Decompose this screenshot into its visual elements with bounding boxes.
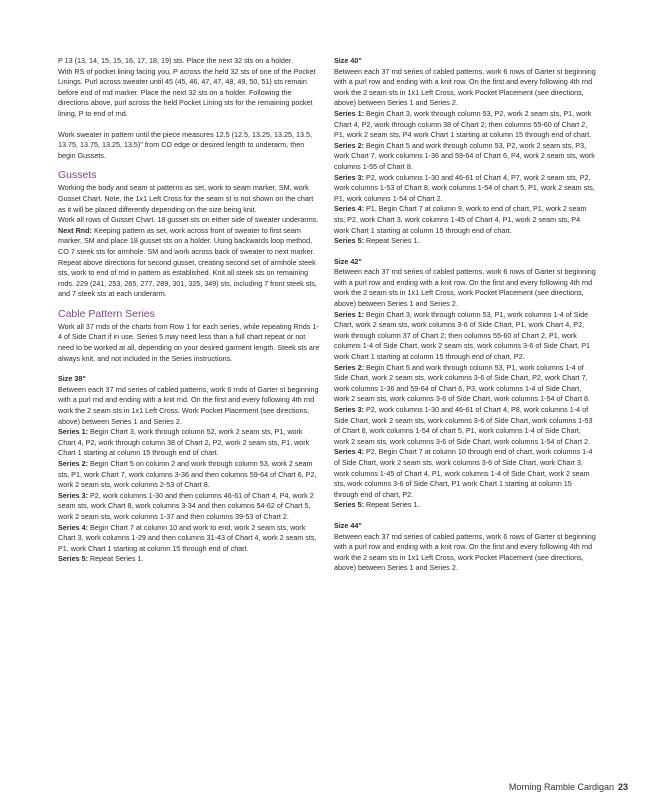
series-label: Series 4: <box>58 522 88 532</box>
series-text: P1, Begin Chart 7 at column 9, work to end of chart, P1, work 2 seam sts, P2, work Chart 3, work columns 1-45 of Chart 4, P1, work 2 seam sts, P4 work Chart 1 starting at column 15 through end of chart. <box>334 204 587 235</box>
series-text: Repeat Series 1. <box>87 554 144 564</box>
series-label: Series 4: <box>334 447 364 457</box>
series-text: Begin Chart 5 on column 2 and work through column 53, work 2 seam sts, P1, work Chart 7, work columns 3-36 and then columns 59-64 of Chart 6, P2, work 2 seam sts, work columns 2-53 of Chart 8. <box>58 459 317 490</box>
series-text: Repeat Series 1. <box>363 236 420 246</box>
series-paragraph <box>58 554 320 565</box>
page-number: 23 <box>617 782 628 792</box>
series-paragraph <box>334 236 596 247</box>
next-rnd-label: Next Rnd: <box>58 225 92 235</box>
paragraph: Work all 37 rnds of the charts from Row 1 for each series, while repeating Rnds 1-4 of Side Chart if in use. Series 5 may need less than a full chart repeat or not need to be worked at all, depending on your desired garment length. Steek sts are always knit, and not included in the Series instructions. <box>58 321 320 363</box>
series-paragraph <box>334 141 596 173</box>
paragraph <box>58 226 320 300</box>
series-paragraph <box>334 173 596 205</box>
paragraph: Between each 37 rnd series of cabled patterns, work 6 rnds of Garter st beginning with a purl rnd and ending with a knit rnd. On the first and every following 4th rnd work the 2 seam sts in 1x1 Left Cross. Work Pocket Placement (see directions, above) between Series 1 and Series 2. <box>58 384 319 426</box>
series-paragraph <box>334 109 596 141</box>
paragraph: Between each 37 rnd series of cabled patterns, work 6 rows of Garter st beginning with a purl row and ending with a knit row. On the first and every following 4th rnd work the 2 seam sts in 1x1 Left Cross, work Pocket Placement (see directions, above) between Series 1 and Series 2. <box>334 267 596 309</box>
series-label: Series 2: <box>58 459 88 468</box>
series-label: Series 5: <box>334 236 364 246</box>
series-paragraph <box>334 363 596 405</box>
series-text: P2, work columns 1-30 and 46-61 of Chart 4, P8, work columns 1-4 of Side Chart, work 2 seam sts, work columns 3-6 of Side Chart, work columns 1-53 of Chart 8, work columns 1-54 of chart 5, P1, work columns 1-4 of Side Chart, work 2 seam sts, work columns 3-6 of Side Chart, work columns 1-54 of Chart 2. <box>334 405 593 446</box>
left-column <box>58 56 320 565</box>
series-label: Series 5: <box>58 554 88 564</box>
series-label: Series 2: <box>334 362 364 372</box>
series-label: Series 4: <box>334 204 364 214</box>
series-paragraph <box>58 523 320 555</box>
series-label: Series 1: <box>334 108 364 118</box>
series-label: Series 3: <box>334 405 364 414</box>
series-paragraph <box>334 405 596 447</box>
series-text: P2, Begin Chart 7 at column 10 through end of chart, work columns 1-4 of Side Chart, work 2 seam sts, work columns 3-6 of Side Chart, work Chart 3, work columns 1-45 of Chart 4, P1, work columns 1-4 of Side Chart, work 2 seam sts, work columns 3-6 of Side Chart, P1 work Chart 1 starting at column 15 through end of chart, P2. <box>334 447 593 499</box>
size-38-heading: Size 38" <box>58 374 86 384</box>
series-text: P2, work columns 1-30 and then columns 46-61 of Chart 4, P4, work 2 seam sts, work Chart 8, work columns 3-34 and then columns 54-62 of Chart 5, work 2 seam sts, work columns 1-37 and then columns 39-53 of Chart 2. <box>58 490 314 521</box>
series-text: Begin Chart 7 at column 10 and work to end, work 2 seam sts, work Chart 3, work columns 1-29 and then columns 31-43 of Chart 4, work 2 seam sts, P1, work Chart 1 starting at column 15 through end of chart. <box>58 522 317 553</box>
footer-title: Morning Ramble Cardigan <box>508 782 614 792</box>
series-label: Series 1: <box>334 309 364 319</box>
series-paragraph <box>58 459 320 491</box>
paragraph: Work sweater in pattern until the piece measures 12.5 (12.5, 13.25, 13.25, 13.5, 13.75, 13.75, 13.25, 13.5)" from CO edge or desired length to underarm, then begin Gussets. <box>58 129 312 160</box>
paragraph: With RS of pocket lining facing you, P across the held 32 sts of one of the Pocket Linings. Purl across sweater until 45 (45, 46, 47, 47, 48, 49, 50, 51) sts remain before end of rnd marker. Place the next 32 sts on a holder. Following the directions above, purl across the held Pocket Lining sts for the remaining pocket lining, P to end of rnd. <box>58 66 316 118</box>
series-label: Series 3: <box>58 490 88 500</box>
series-paragraph <box>334 310 596 363</box>
series-label: Series 2: <box>334 140 364 150</box>
next-rnd-text: Keeping pattern as set, work across front of sweater to first seam marker, SM and place 18 gusset sts on a holder. Using backwards loop method, CO 7 steek sts for armhole. SM and work across back of sweater to next marker. Repeat above directions for second gusset, creating second set of armhole steek sts, work to end of rnd in pattern as established. Knit all steek sts on remaining rnds. 229 (241, 253, 265, 277, 289, 301, 325, 349) sts, including 7 front steek sts, and 7 steek sts at each underarm. <box>58 225 317 299</box>
paragraph: P 13 (13, 14, 15, 15, 16, 17, 18, 19) sts. Place the next 32 sts on a holder. <box>58 56 293 65</box>
size-44-heading: Size 44" <box>334 520 362 530</box>
series-label: Series 3: <box>334 172 364 182</box>
series-paragraph <box>334 500 596 511</box>
paragraph: Working the body and seam st patterns as set, work to seam marker, SM, work Gusset Chart. Note, the 1x1 Left Cross for the seam st is not shown on the chart as it will be placed differently depending on the size being knit. <box>58 183 314 214</box>
series-paragraph <box>58 427 320 459</box>
right-column <box>334 56 596 574</box>
section-heading-gussets: Gussets <box>58 169 97 182</box>
paragraph: Work all rows of Gusset Chart. 18 gusset sts on either side of sweater underarms. <box>58 215 319 225</box>
series-text: Begin Chart 3, work through column 53, P1, work columns 1-4 of Side Chart, work 2 seam sts, work columns 3-6 of Side Chart, P1, work Chart 4, P2, work through column 37 of Chart 2; then columns 55-60 of Chart 2, P1, work columns 1-4 of Side Chart, work 2 seam sts, work columns 3-6 of Side Chart, P1 work Chart 1 starting at column 15 through end of chart, P2. <box>334 309 591 362</box>
series-paragraph <box>334 447 596 500</box>
paragraph: Between each 37 rnd series of cabled patterns, work 6 rows of Garter st beginning with a purl row and ending with a knit row. On the first and every following 4th rnd work the 2 seam sts in 1x1 Left Cross, work Pocket Placement (see directions, above) between Series 1 and Series 2. <box>334 66 596 108</box>
series-text: Begin Chart 3, work through column 52, work 2 seam sts, P1, work Chart 4, P2, work through column 38 of Chart 2, P2, work 2 seam sts, P1, work Chart 1 starting at column 15 through end of chart. <box>58 427 310 458</box>
page-footer <box>509 782 628 792</box>
size-40-heading: Size 40" <box>334 56 362 65</box>
series-text: P2, work columns 1-30 and 46-61 of Chart 4, P7, work 2 seam sts, P2, work columns 1-53 of Chart 8, work columns 1-54 of chart 5, P1, work 2 seam sts, P1, work columns 1-54 of Chart 2. <box>334 172 595 203</box>
size-42-heading: Size 42" <box>334 256 362 266</box>
series-paragraph <box>58 491 320 523</box>
paragraph: Between each 37 rnd series of cabled patterns, work 6 rows of Garter st beginning with a purl row and ending with a knit row. On the first and every following 4th rnd work the 2 seam sts in 1x1 Left Cross, work Pocket Placement (see directions, above) between Series 1 and Series 2. <box>334 531 596 573</box>
series-text: Repeat Series 1. <box>363 500 420 510</box>
series-text: Begin Chart 5 and work through column 53, P1, work columns 1-4 of Side Chart, work 2 seam sts, work columns 3-6 of Side Chart, P2, work Chart 7, work columns 1-36 and 59-64 of Chart 6, P3, work columns 1-4 of Side Chart, work 2 seam sts, work columns 3-6 of Side Chart, work columns 1-54 of Chart 8. <box>334 362 591 404</box>
series-paragraph <box>334 204 596 236</box>
series-label: Series 1: <box>58 427 88 437</box>
section-heading-cable-pattern-series: Cable Pattern Series <box>58 307 155 320</box>
series-text: Begin Chart 3, work through column 53, P2, work 2 seam sts, P1, work Chart 4, P2, work through column 38 of Chart 2; then columns 55-60 of Chart 2, P1, work 2 seam sts, P4 work Chart 1 starting at column 15 through end of chart. <box>334 108 592 140</box>
series-label: Series 5: <box>334 500 364 510</box>
series-text: Begin Chart 5 and work through column 53, P2, work 2 seam sts, P3, work Chart 7, work columns 1-36 and 59-64 of Chart 6, P4, work 2 seam sts, work columns 1-55 of Chart 8. <box>334 140 595 171</box>
